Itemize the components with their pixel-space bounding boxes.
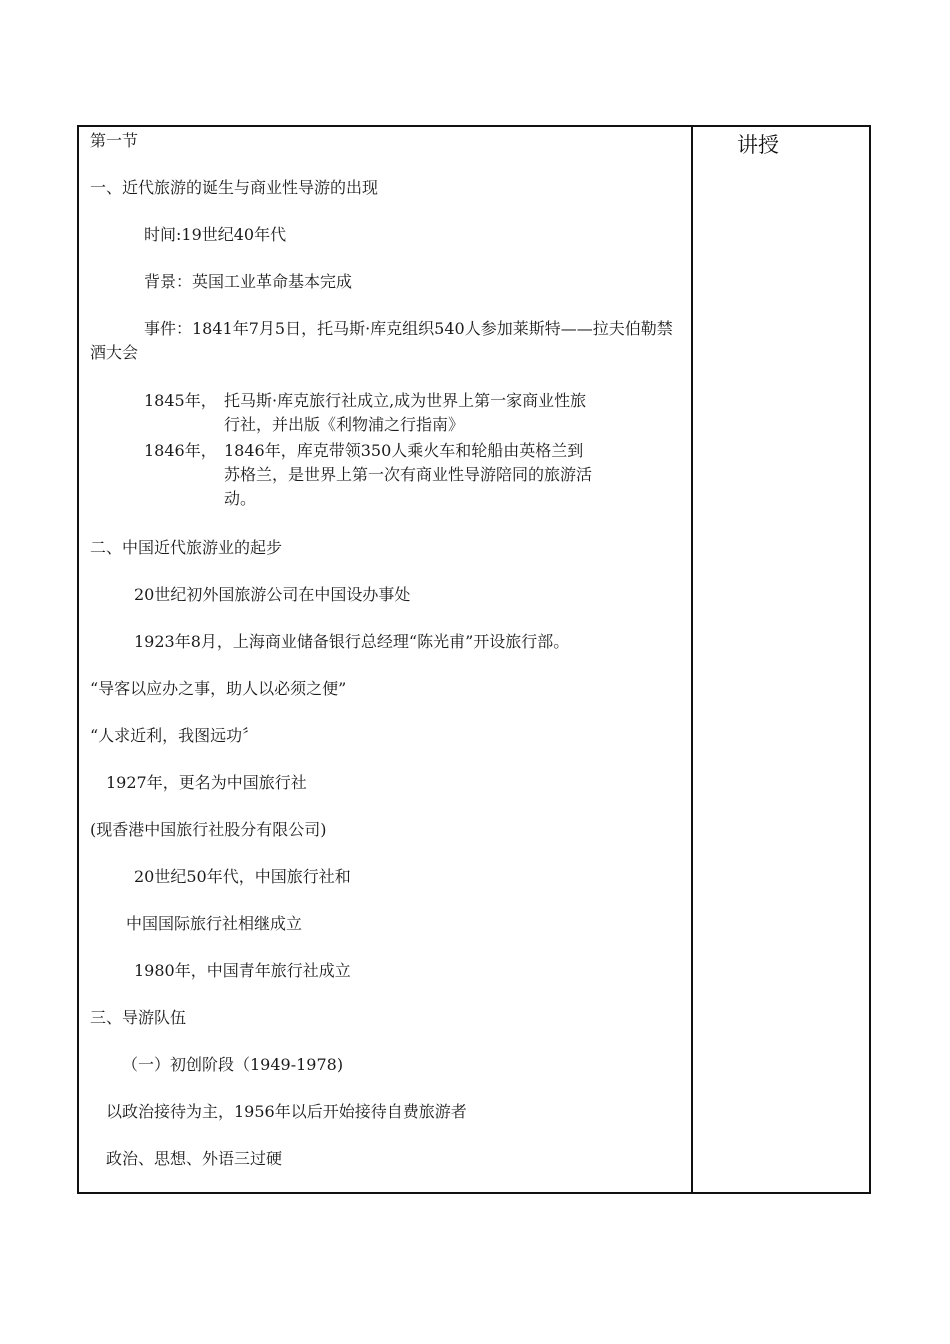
lesson-table — [77, 125, 871, 1194]
heading-guide-team: 三、导游队伍 — [90, 1008, 187, 1027]
hk-note-line: (现香港中国旅行社股分有限公司) — [90, 820, 327, 839]
timeline-text: 1846年，库克带领350人乘火车和轮船由英格兰到苏格兰，是世界上第一次有商业性导游陪同的旅游活动。 — [224, 441, 593, 508]
content-column — [79, 127, 691, 1192]
shanghai-1923-line: 1923年8月，上海商业储备银行总经理“陈光甫”开设旅行部。 — [134, 632, 570, 651]
phase-1-heading: （一）初创阶段（1949-1978) — [122, 1055, 344, 1074]
section-title: 第一节 — [90, 131, 139, 150]
event-paragraph: 事件：1841年7月5日，托马斯·库克组织540人参加莱斯特——拉夫伯勒禁酒大会 — [90, 319, 673, 362]
timeline-text: 托马斯·库克旅行社成立,成为世界上第一家商业性旅行社，并出版《利物浦之行指南》 — [224, 391, 587, 434]
phase-1-requirement: 政治、思想、外语三过硬 — [106, 1149, 283, 1168]
rename-1927-line: 1927年，更名为中国旅行社 — [106, 773, 307, 792]
slogan-line-2: “人求近利，我图远功〞 — [90, 726, 259, 745]
timeline-year: 1845年， — [144, 391, 217, 410]
slogan-line-1: “导客以应办之事，助人以必须之便” — [90, 679, 347, 698]
timeline-year: 1846年， — [144, 441, 217, 460]
phase-1-detail: 以政治接待为主，1956年以后开始接待自费旅游者 — [106, 1102, 467, 1121]
fifties-line-1: 20世纪50年代，中国旅行社和 — [134, 867, 351, 886]
foreign-agencies-line: 20世纪初外国旅游公司在中国设办事处 — [134, 585, 411, 604]
background-line: 背景：英国工业革命基本完成 — [144, 272, 353, 291]
time-line: 时间:19世纪40年代 — [144, 225, 287, 244]
heading-modern-tourism: 一、近代旅游的诞生与商业性导游的出现 — [90, 178, 379, 197]
teaching-method-label: 讲授 — [737, 133, 779, 157]
youth-1980-line: 1980年，中国青年旅行社成立 — [134, 961, 351, 980]
heading-china-tourism: 二、中国近代旅游业的起步 — [90, 538, 283, 557]
method-column — [693, 127, 869, 1192]
fifties-line-2: 中国国际旅行社相继成立 — [126, 914, 303, 933]
